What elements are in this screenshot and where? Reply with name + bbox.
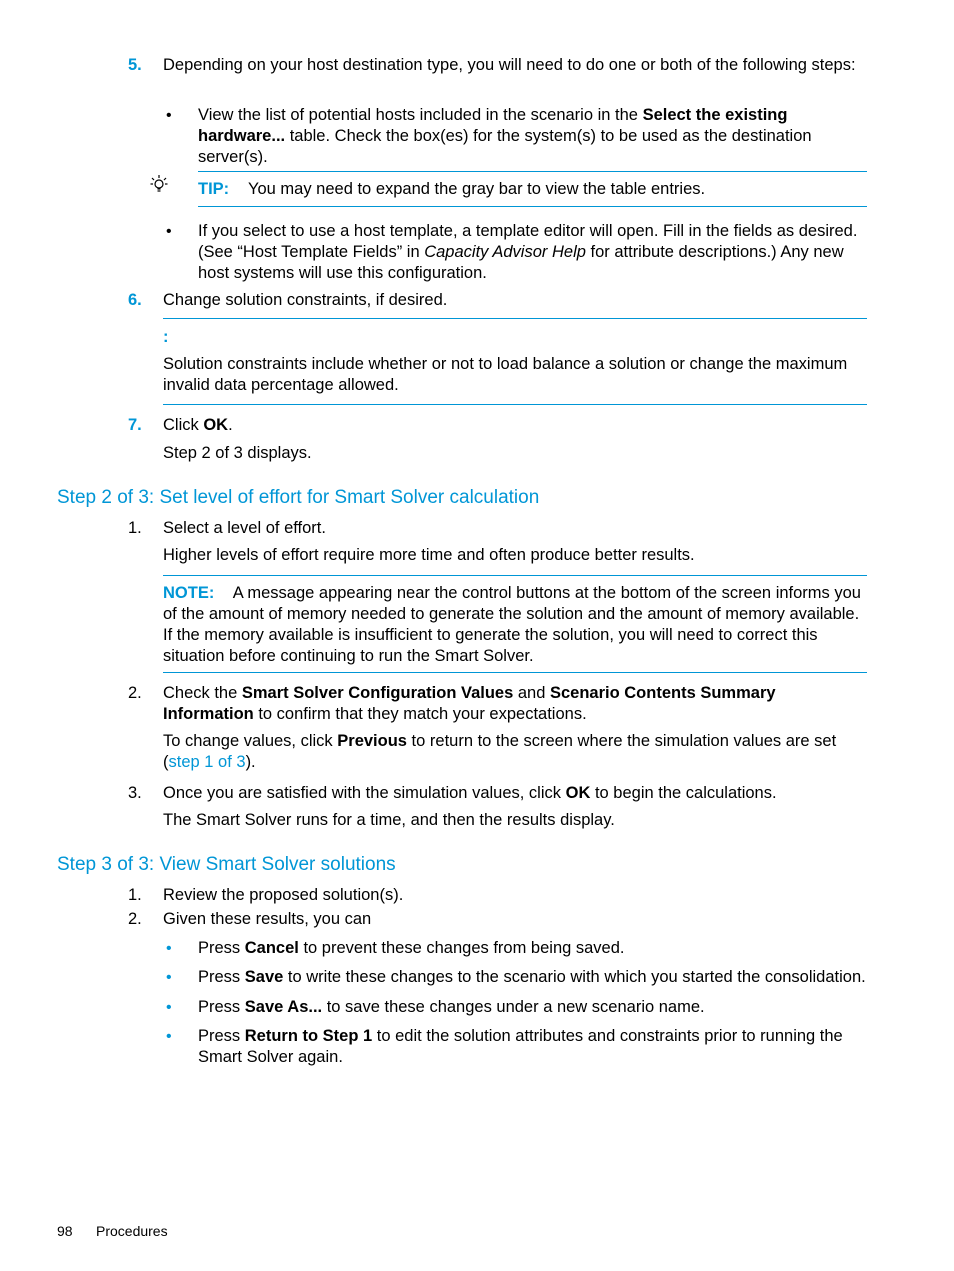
bullet-marker: • bbox=[166, 107, 172, 124]
s2-item-3-number: 3. bbox=[128, 784, 142, 802]
tip-bottom-rule bbox=[198, 206, 867, 207]
step-1-of-3-link[interactable]: step 1 of 3 bbox=[168, 753, 246, 771]
step-6-text: Change solution constraints, if desired. bbox=[163, 291, 448, 309]
note-label: NOTE: bbox=[163, 584, 215, 602]
step-5-bullet-2: If you select to use a host template, a template editor will open. Fill in the fields as desired. (See “Host Template Fields” in Capacity Advisor Help for attribute descriptions.) Any new host systems will use this configuration. bbox=[198, 222, 858, 282]
s2-item-1-sub: Higher levels of effort require more time and often produce better results. bbox=[163, 546, 695, 564]
bullet-marker: • bbox=[166, 940, 172, 957]
tip-text: You may need to expand the gray bar to view the table entries. bbox=[248, 180, 706, 198]
note-text: Solution constraints include whether or not to load balance a solution or change the maximum invalid data percentage allowed. bbox=[163, 355, 848, 394]
s2-item-1-text: Select a level of effort. bbox=[163, 519, 326, 537]
step-5-bullet-1: View the list of potential hosts included in the scenario in the Select the existing hardware... table. Check the box(es) for the system(s) to be used as the destination server(s). bbox=[198, 106, 812, 166]
step-6-number: 6. bbox=[128, 291, 142, 309]
s3-item-2-text: Given these results, you can bbox=[163, 910, 372, 928]
list-item: Press Save to write these changes to the scenario with which you started the consolidation. bbox=[198, 968, 866, 986]
tip-label: TIP: bbox=[198, 180, 230, 198]
s2-item-2-sub: To change values, click Previous to return to the screen where the simulation values are set (step 1 of 3). bbox=[163, 732, 837, 771]
step-5-number: 5. bbox=[128, 56, 142, 74]
s2-item-1-number: 1. bbox=[128, 519, 142, 537]
note-bottom-rule bbox=[163, 672, 867, 673]
note-text: A message appearing near the control buttons at the bottom of the screen informs you of the amount of memory needed to generate the solution and the amount of memory available. If the memory available is insufficient to generate the solution, you will need to correct this situation before continuing to run the Smart Solver. bbox=[163, 584, 861, 665]
s3-item-2-number: 2. bbox=[128, 910, 142, 928]
step-7-text: Click OK. bbox=[163, 416, 233, 434]
s2-item-3-text: Once you are satisfied with the simulation values, click OK to begin the calculations. bbox=[163, 784, 777, 802]
step-7-number: 7. bbox=[128, 416, 142, 434]
note-top-rule bbox=[163, 318, 867, 319]
list-item: Press Return to Step 1 to edit the solution attributes and constraints prior to running the Smart Solver again. bbox=[198, 1027, 843, 1066]
section-heading-step-2: Step 2 of 3: Set level of effort for Smart Solver calculation bbox=[57, 487, 540, 508]
list-item: Press Cancel to prevent these changes from being saved. bbox=[198, 939, 625, 957]
note-label: : bbox=[163, 328, 169, 346]
bullet-marker: • bbox=[166, 969, 172, 986]
lightbulb-icon bbox=[150, 174, 168, 194]
tip-top-rule bbox=[198, 171, 867, 172]
page-number: 98 bbox=[57, 1223, 73, 1239]
s2-item-2-text: Check the Smart Solver Configuration Values and Scenario Contents Summary Information to confirm that they match your expectations. bbox=[163, 684, 776, 723]
step-5-text: Depending on your host destination type, you will need to do one or both of the following steps: bbox=[163, 56, 856, 74]
list-item: Press Save As... to save these changes under a new scenario name. bbox=[198, 998, 705, 1016]
footer-section: Procedures bbox=[96, 1223, 168, 1239]
s3-item-1-text: Review the proposed solution(s). bbox=[163, 886, 404, 904]
bullet-marker: • bbox=[166, 999, 172, 1016]
step-7-sub: Step 2 of 3 displays. bbox=[163, 444, 312, 462]
s2-item-2-number: 2. bbox=[128, 684, 142, 702]
note-block bbox=[163, 583, 867, 667]
bullet-marker: • bbox=[166, 1028, 172, 1045]
s2-item-3-sub: The Smart Solver runs for a time, and then the results display. bbox=[163, 811, 615, 829]
note-bottom-rule bbox=[163, 404, 867, 405]
section-heading-step-3: Step 3 of 3: View Smart Solver solutions bbox=[57, 854, 396, 875]
bullet-marker: • bbox=[166, 223, 172, 240]
note-top-rule bbox=[163, 575, 867, 576]
s3-item-1-number: 1. bbox=[128, 886, 142, 904]
